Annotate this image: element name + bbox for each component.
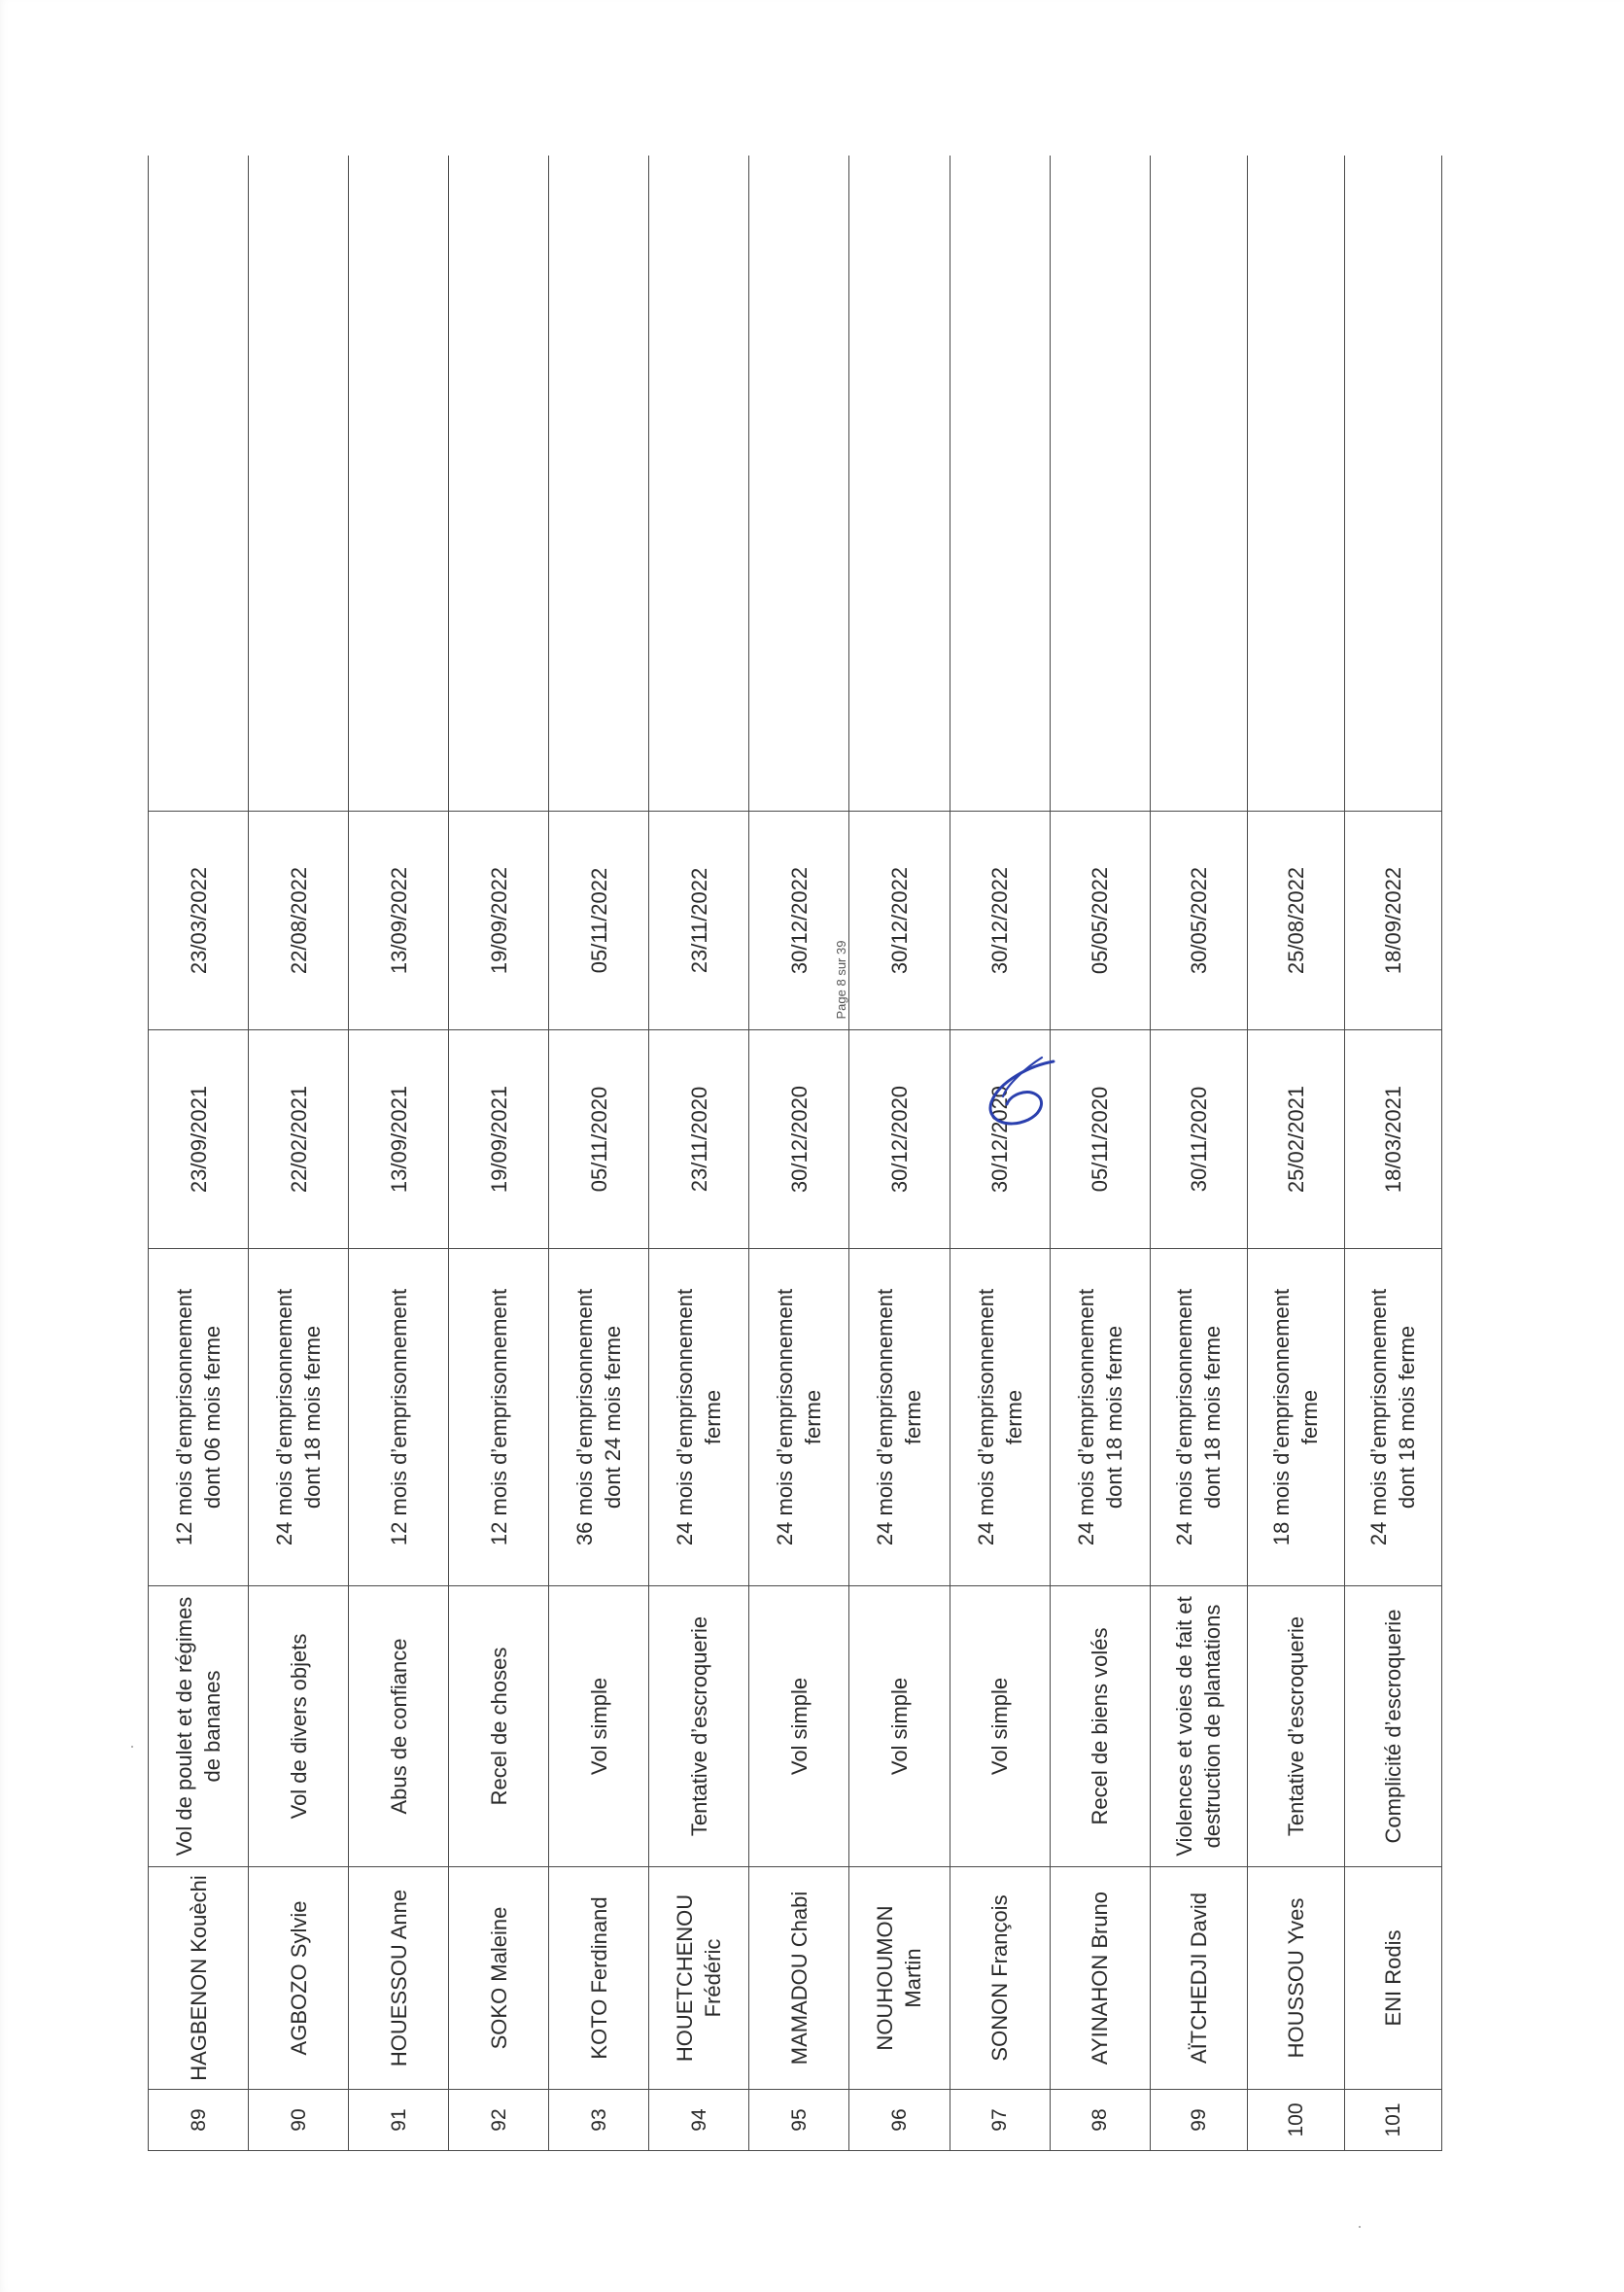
offense: Vol simple	[749, 1586, 849, 1867]
date-end: 22/08/2022	[249, 812, 349, 1030]
detainee-name: NOUHOUMON Martin	[849, 1867, 950, 2090]
date-start: 25/02/2021	[1247, 1030, 1344, 1249]
offense: Tentative d’escroquerie	[1247, 1586, 1344, 1867]
detainee-name: SONON François	[950, 1867, 1050, 2090]
date-start: 30/12/2020	[950, 1030, 1050, 1249]
row-number: 99	[1150, 2090, 1247, 2151]
table-row	[749, 156, 849, 2151]
extra-cell	[649, 156, 749, 812]
detainee-table-body	[149, 156, 1442, 2151]
sentence: 24 mois d’emprisonnement ferme	[649, 1249, 749, 1586]
row-number: 90	[249, 2090, 349, 2151]
offense: Tentative d’escroquerie	[649, 1586, 749, 1867]
date-start: 23/11/2020	[649, 1030, 749, 1249]
sentence: 24 mois d’emprisonnement ferme	[950, 1249, 1050, 1586]
scan-speck	[131, 1746, 133, 1748]
detainee-name: AGBOZO Sylvie	[249, 1867, 349, 2090]
sentence: 24 mois d’emprisonnement dont 18 mois ferme	[1344, 1249, 1441, 1586]
row-number: 93	[549, 2090, 649, 2151]
detainee-name: HOUETCHENOU Frédéric	[649, 1867, 749, 2090]
table-row	[1344, 156, 1441, 2151]
page-number-footer: Page 8 sur 39	[834, 940, 848, 1020]
offense: Vol simple	[849, 1586, 950, 1867]
date-start: 30/12/2020	[749, 1030, 849, 1249]
detainee-table-rotated	[148, 156, 1442, 2151]
table-row	[1150, 156, 1247, 2151]
extra-cell	[749, 156, 849, 812]
date-end: 05/11/2022	[549, 812, 649, 1030]
row-number: 95	[749, 2090, 849, 2151]
detainee-name: MAMADOU Chabi	[749, 1867, 849, 2090]
sentence: 12 mois d’emprisonnement	[449, 1249, 549, 1586]
extra-cell	[849, 156, 950, 812]
row-number: 89	[149, 2090, 249, 2151]
date-end: 05/05/2022	[1050, 812, 1150, 1030]
date-start: 22/02/2021	[249, 1030, 349, 1249]
date-end: 23/11/2022	[649, 812, 749, 1030]
extra-cell	[950, 156, 1050, 812]
offense: Recel de choses	[449, 1586, 549, 1867]
row-number: 91	[349, 2090, 449, 2151]
row-number: 100	[1247, 2090, 1344, 2151]
table-row	[349, 156, 449, 2151]
row-number: 94	[649, 2090, 749, 2151]
extra-cell	[249, 156, 349, 812]
date-start: 30/11/2020	[1150, 1030, 1247, 1249]
detainee-name: HOUESSOU Anne	[349, 1867, 449, 2090]
date-end: 30/12/2022	[950, 812, 1050, 1030]
offense: Abus de confiance	[349, 1586, 449, 1867]
row-number: 98	[1050, 2090, 1150, 2151]
date-end: 25/08/2022	[1247, 812, 1344, 1030]
table-row	[649, 156, 749, 2151]
table-row	[849, 156, 950, 2151]
offense: Vol simple	[549, 1586, 649, 1867]
row-number: 101	[1344, 2090, 1441, 2151]
sentence: 24 mois d’emprisonnement dont 18 mois ferme	[249, 1249, 349, 1586]
date-start: 30/12/2020	[849, 1030, 950, 1249]
date-start: 23/09/2021	[149, 1030, 249, 1249]
detainee-table	[148, 156, 1442, 2151]
offense: Violences et voies de fait et destruction de plantations	[1150, 1586, 1247, 1867]
scan-speck	[1359, 2226, 1361, 2228]
detainee-table-container	[148, 156, 1442, 2151]
extra-cell	[349, 156, 449, 812]
offense: Recel de biens volés	[1050, 1586, 1150, 1867]
date-end: 18/09/2022	[1344, 812, 1441, 1030]
sentence: 24 mois d’emprisonnement ferme	[849, 1249, 950, 1586]
table-row	[549, 156, 649, 2151]
extra-cell	[1050, 156, 1150, 812]
sentence: 24 mois d’emprisonnement dont 18 mois ferme	[1150, 1249, 1247, 1586]
date-start: 05/11/2020	[1050, 1030, 1150, 1249]
table-row	[149, 156, 249, 2151]
sentence: 12 mois d’emprisonnement dont 06 mois ferme	[149, 1249, 249, 1586]
detainee-name: SOKO Maleine	[449, 1867, 549, 2090]
table-row	[1247, 156, 1344, 2151]
sentence: 36 mois d’emprisonnement dont 24 mois ferme	[549, 1249, 649, 1586]
row-number: 92	[449, 2090, 549, 2151]
date-start: 05/11/2020	[549, 1030, 649, 1249]
detainee-name: HAGBENON Kouèchi	[149, 1867, 249, 2090]
extra-cell	[1150, 156, 1247, 812]
extra-cell	[1247, 156, 1344, 812]
extra-cell	[149, 156, 249, 812]
detainee-name: KOTO Ferdinand	[549, 1867, 649, 2090]
offense: Vol de divers objets	[249, 1586, 349, 1867]
extra-cell	[449, 156, 549, 812]
date-end: 23/03/2022	[149, 812, 249, 1030]
date-end: 30/12/2022	[849, 812, 950, 1030]
sentence: 24 mois d’emprisonnement ferme	[749, 1249, 849, 1586]
detainee-name: HOUSSOU Yves	[1247, 1867, 1344, 2090]
sentence: 18 mois d’emprisonnement ferme	[1247, 1249, 1344, 1586]
offense: Vol simple	[950, 1586, 1050, 1867]
table-row	[249, 156, 349, 2151]
table-row	[950, 156, 1050, 2151]
date-start: 19/09/2021	[449, 1030, 549, 1249]
table-row	[1050, 156, 1150, 2151]
date-start: 13/09/2021	[349, 1030, 449, 1249]
signature-initials	[978, 1052, 1070, 1134]
detainee-name: AYINAHON Bruno	[1050, 1867, 1150, 2090]
sentence: 12 mois d’emprisonnement	[349, 1249, 449, 1586]
detainee-name: ENI Rodis	[1344, 1867, 1441, 2090]
date-end: 30/12/2022	[749, 812, 849, 1030]
offense: Complicité d’escroquerie	[1344, 1586, 1441, 1867]
table-row	[449, 156, 549, 2151]
offense: Vol de poulet et de régimes de bananes	[149, 1586, 249, 1867]
row-number: 96	[849, 2090, 950, 2151]
extra-cell	[549, 156, 649, 812]
date-start: 18/03/2021	[1344, 1030, 1441, 1249]
extra-cell	[1344, 156, 1441, 812]
date-end: 19/09/2022	[449, 812, 549, 1030]
detainee-name: AÏTCHEDJI David	[1150, 1867, 1247, 2090]
date-end: 13/09/2022	[349, 812, 449, 1030]
row-number: 97	[950, 2090, 1050, 2151]
sentence: 24 mois d’emprisonnement dont 18 mois ferme	[1050, 1249, 1150, 1586]
date-end: 30/05/2022	[1150, 812, 1247, 1030]
